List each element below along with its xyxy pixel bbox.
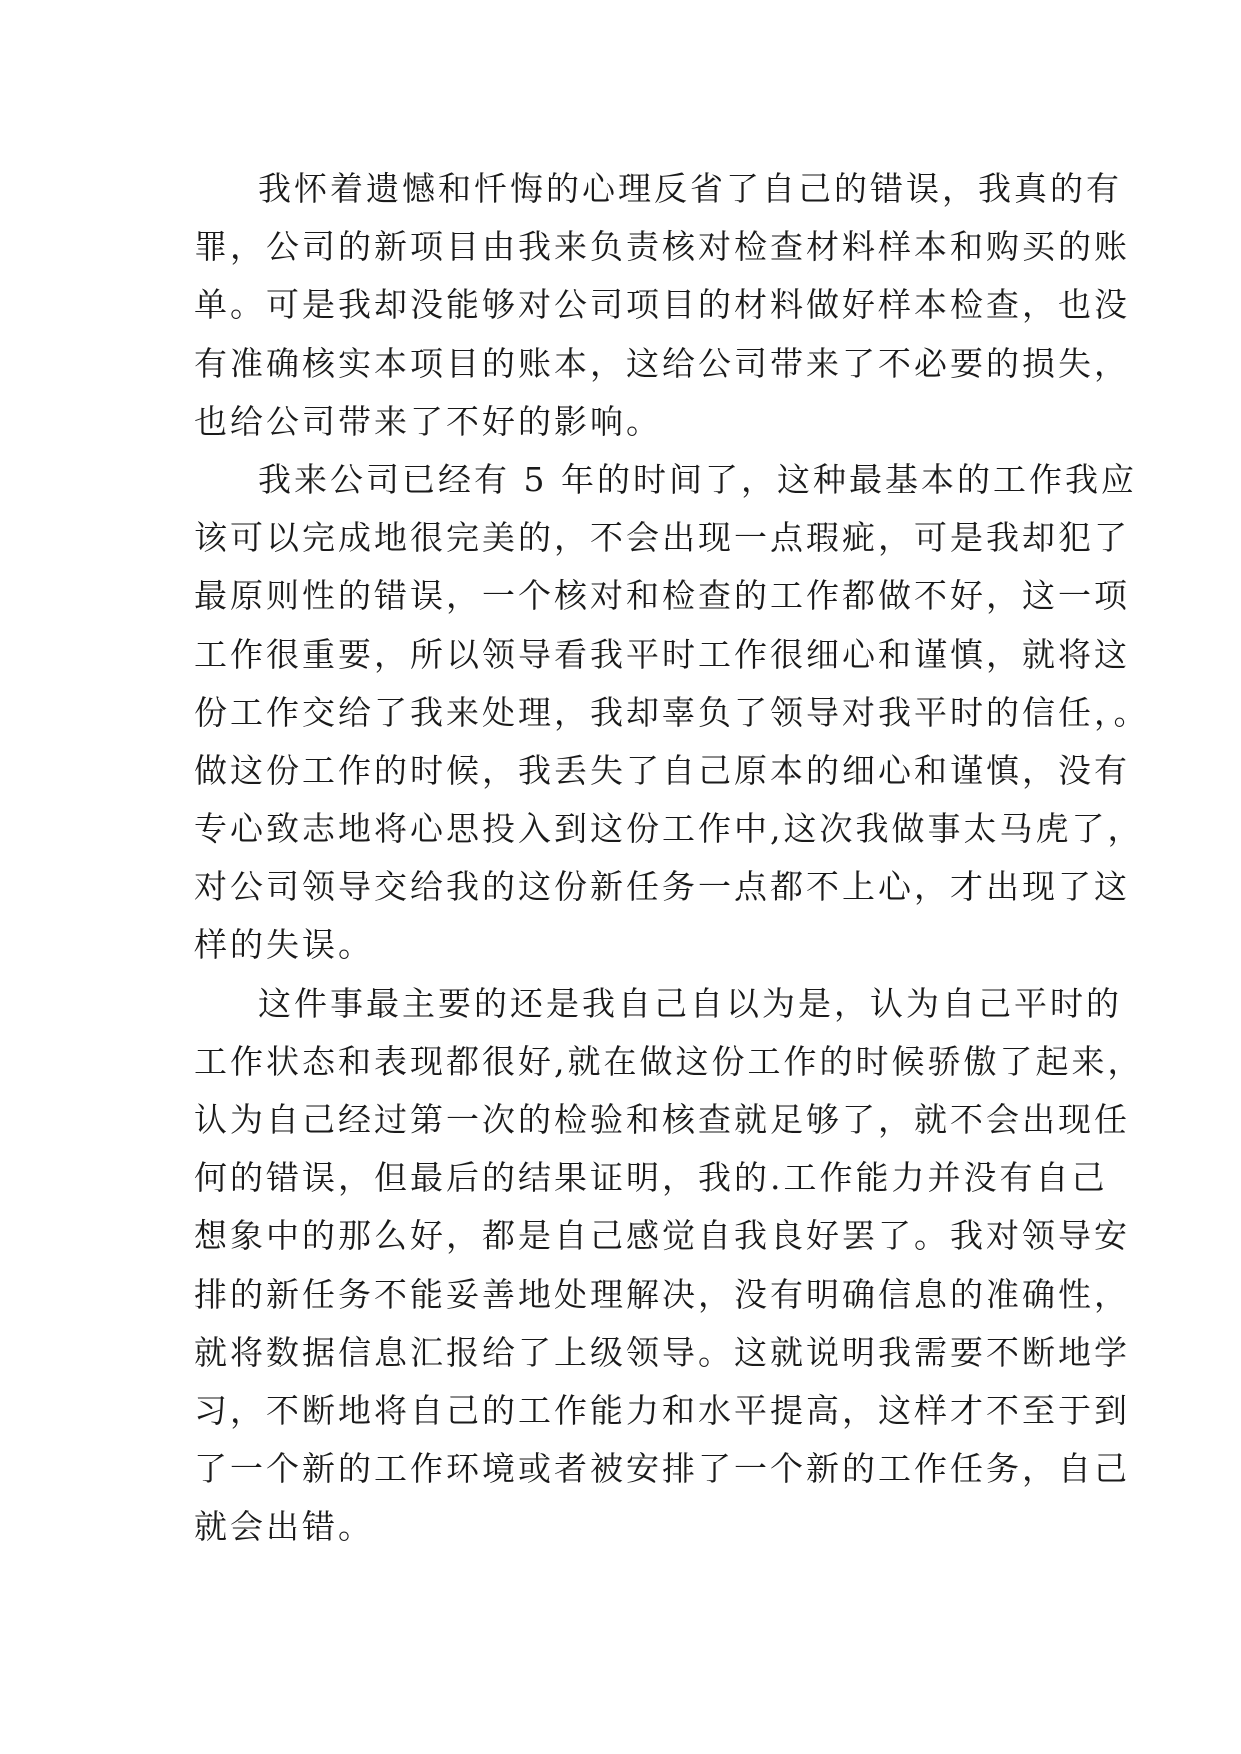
text-line: 样的失误。 xyxy=(194,925,374,965)
text-line: 做这份工作的时候，我丢失了自己原本的细心和谨慎，没有 xyxy=(194,750,1130,790)
text-line: 想象中的那么好，都是自己感觉自我良好罢了。我对领导安 xyxy=(194,1216,1130,1256)
paragraph-2 xyxy=(194,451,1150,975)
text-line: 最原则性的错误，一个核对和检查的工作都做不好，这一项 xyxy=(194,576,1130,616)
text-line: 我来公司已经有 5 年的时间了，这种最基本的工作我应 xyxy=(258,459,1137,499)
text-line: 对公司领导交给我的这份新任务一点都不上心，才出现了这 xyxy=(194,867,1130,907)
paragraph-3 xyxy=(194,975,1144,1557)
text-line: 排的新任务不能妥善地处理解决，没有明确信息的准确性， xyxy=(194,1274,1130,1314)
paragraph-1 xyxy=(194,160,1130,451)
text-line: 这件事最主要的还是我自己自以为是，认为自己平时的 xyxy=(258,983,1122,1023)
text-line: 就会出错。 xyxy=(194,1507,374,1547)
text-line: 我怀着遗憾和忏悔的心理反省了自己的错误，我真的有 xyxy=(258,169,1122,208)
text-line: 工作很重要，所以领导看我平时工作很细心和谨慎，就将这 xyxy=(194,634,1130,674)
text-line: 就将数据信息汇报给了上级领导。这就说明我需要不断地学 xyxy=(194,1332,1130,1372)
text-line: 专心致志地将心思投入到这份工作中,这次我做事太马虎了， xyxy=(194,809,1144,849)
text-line: 也给公司带来了不好的影响。 xyxy=(194,401,662,441)
text-line: 习，不断地将自己的工作能力和水平提高，这样才不至于到 xyxy=(194,1390,1130,1430)
text-line: 单。可是我却没能够对公司项目的材料做好样本检查，也没 xyxy=(194,285,1130,325)
text-line: 了一个新的工作环境或者被安排了一个新的工作任务，自己 xyxy=(194,1449,1130,1489)
document-body xyxy=(194,160,1150,1557)
text-line: 罪，公司的新项目由我来负责核对检查材料样本和购买的账 xyxy=(194,227,1130,267)
text-line: 工作状态和表现都很好,就在做这份工作的时候骄傲了起来， xyxy=(194,1041,1144,1081)
text-line: 该可以完成地很完美的，不会出现一点瑕疵，可是我却犯了 xyxy=(194,518,1130,558)
text-line: 份工作交给了我来处理，我却辜负了领导对我平时的信任，。 xyxy=(194,692,1150,732)
text-line: 认为自己经过第一次的检验和核查就足够了，就不会出现任 xyxy=(194,1100,1130,1139)
text-line: 何的错误，但最后的结果证明，我的.工作能力并没有自己 xyxy=(194,1158,1108,1198)
text-line: 有准确核实本项目的账本，这给公司带来了不必要的损失， xyxy=(194,343,1130,383)
